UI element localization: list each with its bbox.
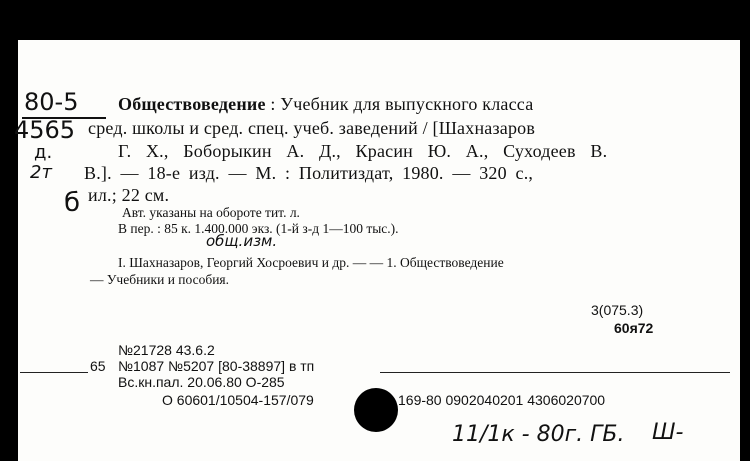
bbk-index: 60я72 xyxy=(614,320,654,336)
tracing-line-2: — Учебники и пособия. xyxy=(90,272,230,287)
note-price: В пер. : 85 к. 1.400.000 экз. (1-й з-д 1—100 тыс.). xyxy=(118,221,399,236)
handwritten-bottom-note: 11/1к - 80г. ГБ. xyxy=(452,422,625,447)
note-authors: Авт. указаны на обороте тит. л. xyxy=(122,205,300,220)
handwritten-bottom-signature: Ш- xyxy=(652,420,684,445)
entry-title-rest: : Учебник для выпускного класса xyxy=(270,94,534,114)
entry-line-3: Г. Х., Боборыкин А. Д., Красин Ю. А., Суходеев В. xyxy=(118,141,608,161)
handwritten-mark-1: д. xyxy=(34,142,53,163)
call-number-1: 80-5 xyxy=(24,88,79,116)
entry-line-1 xyxy=(118,94,533,115)
rule-right xyxy=(380,372,730,373)
bottom-line-4-left: О 60601/10504-157/079 xyxy=(162,392,314,408)
bottom-line-2-number: 65 xyxy=(90,358,106,374)
ink-blot xyxy=(354,388,398,432)
udc-index: 3(075.3) xyxy=(591,302,644,318)
bottom-line-2: №1087 №5207 [80-38897] в тп xyxy=(118,358,315,374)
handwritten-mark-3: б xyxy=(64,188,81,218)
handwritten-mark-2: 2т xyxy=(30,162,52,183)
tracing-line-1: I. Шахназаров, Георгий Хосроевич и др. — — 1. Обществоведение xyxy=(118,255,504,270)
entry-line-5: ил.; 22 см. xyxy=(88,185,170,205)
bottom-line-1: №21728 43.6.2 xyxy=(118,342,215,358)
bottom-line-4-right: 169-80 0902040201 4306020700 xyxy=(398,392,606,408)
call-number-2: 4565 xyxy=(14,116,76,144)
bottom-line-3: Вс.кн.пал. 20.06.80 О-285 xyxy=(118,374,285,390)
entry-line-4: В.]. — 18-е изд. — М. : Политиздат, 1980. — 320 с., xyxy=(84,163,534,183)
entry-title: Обществоведение xyxy=(118,94,266,114)
rule-left xyxy=(20,372,88,373)
handwritten-inline-note: общ.изм. xyxy=(206,232,278,250)
entry-line-2: сред. школы и сред. спец. учеб. заведений / [Шахназаров xyxy=(88,118,536,138)
